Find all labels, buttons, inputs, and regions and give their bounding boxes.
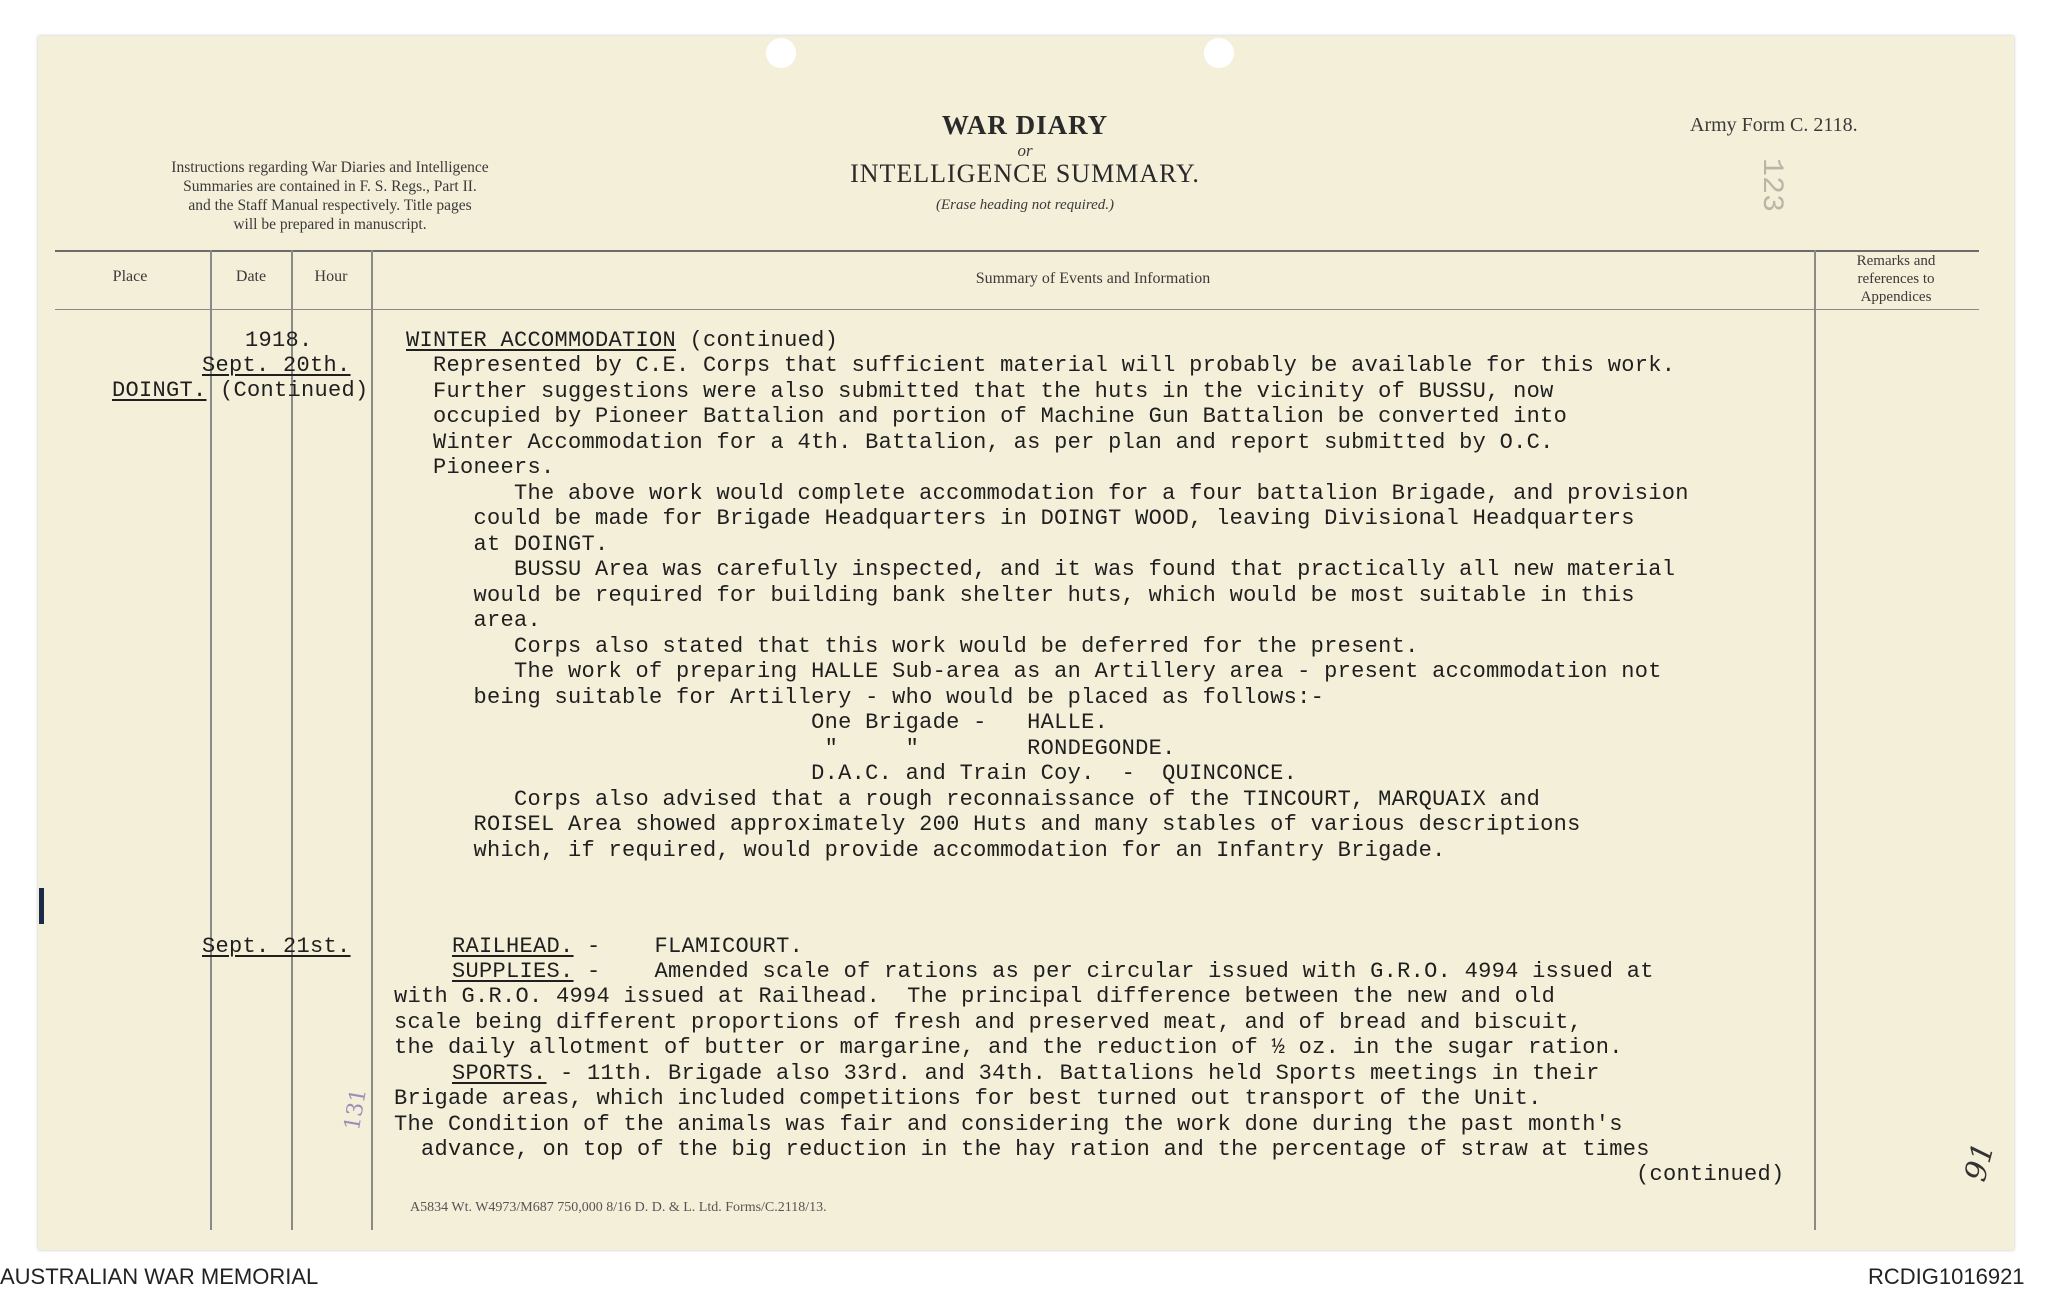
entry-date-sept-21: Sept. 21st. xyxy=(202,934,351,959)
title-or: or xyxy=(1017,141,1033,160)
sports-text: - 11th. Brigade also 33rd. and 34th. Battalions held Sports meetings in their xyxy=(546,1061,1600,1086)
entry-year: 1918. xyxy=(245,328,313,353)
body-line: Corps also stated that this work would be deferred for the present. xyxy=(406,633,1419,659)
army-form-label: Army Form C. 2118. xyxy=(1690,114,1858,136)
punch-hole-left xyxy=(766,38,796,68)
page-number-stamp: 123 xyxy=(1754,158,1788,213)
body-line: Pioneers. xyxy=(406,455,555,480)
header-rule-bottom xyxy=(55,309,1979,310)
supplies-line xyxy=(452,959,1654,985)
body-line: The Condition of the animals was fair and considering the work done during the past month's xyxy=(394,1111,1623,1137)
body-line: BUSSU Area was carefully inspected, and it was found that practically all new material xyxy=(406,557,1676,582)
body-line: scale being different proportions of fresh and preserved meat, and of bread and biscuit, xyxy=(394,1009,1583,1035)
column-divider-remarks xyxy=(1814,250,1816,1230)
header-rule-top xyxy=(55,250,1979,252)
body-line: The above work would complete accommodation for a four battalion Brigade, and provision xyxy=(406,480,1689,506)
credit-awm: AUSTRALIAN WAR MEMORIAL xyxy=(0,1264,319,1289)
column-header-remarks xyxy=(1816,252,1976,306)
body-line: Represented by C.E. Corps that sufficient material will probably be available for this work. xyxy=(406,353,1676,378)
sports-line xyxy=(452,1061,1600,1087)
supplies-text: - Amended scale of rations as per circular issued with G.R.O. 4994 issued at xyxy=(573,959,1654,984)
body-line: Brigade areas, which included competitions for best turned out transport of the Unit. xyxy=(394,1086,1542,1111)
entry-place-doingt xyxy=(112,378,369,404)
body-line: ROISEL Area showed approximately 200 Huts and many stables of various descriptions xyxy=(406,812,1581,837)
body-line: occupied by Pioneer Battalion and portion of Machine Gun Battalion be converted into xyxy=(406,404,1568,429)
railhead-label: RAILHEAD. xyxy=(452,934,574,959)
body-line: with G.R.O. 4994 issued at Railhead. The principal difference between the new and old xyxy=(394,984,1556,1009)
remarks-line: Appendices xyxy=(1860,289,1932,305)
body-line: which, if required, would provide accommodation for an Infantry Brigade. xyxy=(406,837,1446,863)
continued-note: (continued) xyxy=(1636,1162,1785,1187)
body-line: the daily allotment of butter or margarine, and the reduction of ½ oz. in the sugar ration. xyxy=(394,1035,1623,1060)
body-line: at DOINGT. xyxy=(406,531,609,557)
entry1-body xyxy=(406,353,1689,863)
body-line: Winter Accommodation for a 4th. Battalion, as per plan and report submitted by O.C. xyxy=(406,429,1554,455)
body-line: " " RONDEGONDE. xyxy=(406,735,1176,761)
title-war-diary: WAR DIARY xyxy=(941,110,1109,140)
left-edge-mark xyxy=(39,888,44,924)
remarks-line: references to xyxy=(1857,271,1935,287)
margin-mark: 131 xyxy=(340,1086,372,1133)
place-doingt: DOINGT. xyxy=(112,378,207,403)
body-line: being suitable for Artillery - who would be placed as follows:- xyxy=(406,684,1325,710)
column-header-place: Place xyxy=(112,268,148,285)
place-continued: (Continued) xyxy=(206,378,369,403)
column-header-date: Date xyxy=(235,268,267,285)
instructions-line: and the Staff Manual respectively. Title pages xyxy=(188,197,472,214)
heading-winter-accommodation xyxy=(406,328,838,354)
supplies-label: SUPPLIES. xyxy=(452,959,574,984)
punch-hole-right xyxy=(1204,38,1234,68)
instructions-line: Summaries are contained in F. S. Regs., Part II. xyxy=(183,178,477,195)
title-block xyxy=(760,110,1290,214)
body-line: area. xyxy=(406,608,542,633)
column-divider-hour xyxy=(371,250,373,1230)
body-line: advance, on top of the big reduction in the hay ration and the percentage of straw at times xyxy=(394,1137,1650,1162)
title-intelligence-summary: INTELLIGENCE SUMMARY. xyxy=(850,159,1200,188)
heading-winter-label: WINTER ACCOMMODATION xyxy=(406,328,677,353)
body-line: would be required for building bank shelter huts, which would be most suitable in this xyxy=(406,582,1635,608)
instructions-line: will be prepared in manuscript. xyxy=(233,216,427,233)
heading-winter-cont: (continued) xyxy=(676,328,839,353)
body-line: D.A.C. and Train Coy. - QUINCONCE. xyxy=(406,761,1298,786)
instructions-block xyxy=(100,158,560,234)
column-header-summary: Summary of Events and Information xyxy=(975,270,1211,287)
instructions-line: Instructions regarding War Diaries and Intelligence xyxy=(171,159,489,176)
body-line: Further suggestions were also submitted that the huts in the vicinity of BUSSU, now xyxy=(406,378,1554,404)
railhead-value: - FLAMICOURT. xyxy=(573,934,804,959)
column-header-hour: Hour xyxy=(314,268,348,285)
erase-note: (Erase heading not required.) xyxy=(935,197,1115,213)
sheet-number: 91 xyxy=(1958,1139,2002,1186)
entry3-body xyxy=(394,1086,1650,1163)
body-line: One Brigade - HALLE. xyxy=(406,710,1109,735)
entry-date-sept-20: Sept. 20th. xyxy=(202,353,351,378)
body-line: The work of preparing HALLE Sub-area as an Artillery area - present accommodation not xyxy=(406,659,1662,684)
body-line: Corps also advised that a rough reconnaissance of the TINCOURT, MARQUAIX and xyxy=(406,786,1541,812)
remarks-line: Remarks and xyxy=(1856,253,1936,269)
body-line: could be made for Brigade Headquarters in DOINGT WOOD, leaving Divisional Headquarters xyxy=(406,506,1635,531)
credit-catalogue-id: RCDIG1016921 xyxy=(1868,1264,2025,1289)
sports-label: SPORTS. xyxy=(452,1061,547,1086)
entry2-body xyxy=(394,984,1623,1061)
form-printer-line: A5834 Wt. W4973/M687 750,000 8/16 D. D. & L. Ltd. Forms/C.2118/13. xyxy=(410,1200,827,1215)
railhead-line xyxy=(452,934,803,960)
